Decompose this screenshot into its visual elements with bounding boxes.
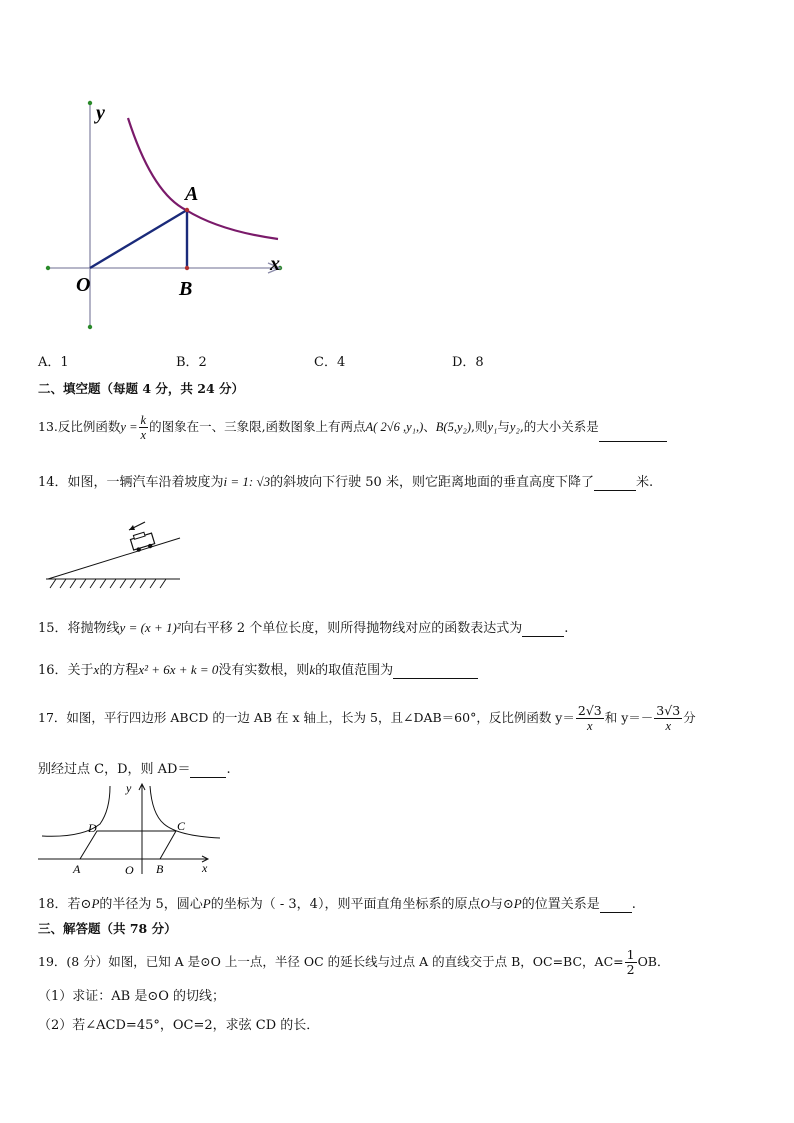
q13-text2: 的图象在一、三象限,函数图象上有两点	[149, 419, 366, 434]
q15-text1: 15．将抛物线	[38, 621, 120, 636]
q18-text4: 与⊙	[489, 897, 514, 912]
question-14	[38, 474, 653, 491]
question-18	[38, 896, 636, 913]
question-13	[38, 413, 667, 442]
q17-frac2-den: x	[665, 719, 672, 733]
left-hyperbola	[42, 786, 110, 836]
q14-slope: i = 1: √3	[223, 474, 271, 489]
q17-line2-text1: 别经过点 C，D，则 AD＝	[38, 762, 191, 777]
question-17-line1	[38, 704, 696, 733]
q17-frac1-den: x	[587, 719, 593, 733]
q13-point-b: B(5,y₂)	[435, 420, 472, 434]
q13-fraction	[139, 413, 149, 442]
q19-text2: OB．	[637, 954, 670, 969]
q13-text1: 13.反比例函数	[38, 419, 121, 434]
q16-text4: 的取值范围为	[315, 663, 394, 678]
q18-o: O	[480, 896, 490, 911]
q13-text4: 与	[497, 419, 510, 434]
axis-endpoint	[46, 266, 50, 270]
answer-blank[interactable]	[599, 427, 667, 442]
label-a: A	[185, 183, 199, 205]
q14-text1: 14．如图，一辆汽车沿着坡度为	[38, 475, 224, 490]
figure-slope	[42, 518, 187, 590]
point-a	[185, 208, 189, 212]
q16-text2: 的方程	[99, 663, 139, 678]
q17-frac1-num: 2√3	[577, 703, 602, 718]
answer-blank[interactable]	[190, 763, 226, 778]
q16-text1: 16．关于	[38, 663, 94, 678]
answer-blank[interactable]	[600, 898, 632, 913]
question-19-sub2: （2）若∠ACD=45°，OC=2，求弦 CD 的长．	[38, 1018, 320, 1033]
q14-text2: 的斜坡向下行驶 50 米，则它距离地面的垂直高度下降了	[270, 475, 594, 490]
q18-text6: .	[631, 897, 636, 912]
label-a: A	[73, 862, 81, 876]
label-y: y	[96, 102, 105, 124]
label-y: y	[126, 781, 132, 795]
question-17-line2	[38, 762, 231, 778]
q19-frac-num: 1	[626, 947, 635, 962]
segment-oa	[90, 210, 187, 268]
q18-text3: 的坐标为（ - 3，4），则平面直角坐标系的原点	[210, 897, 481, 912]
question-19	[38, 948, 670, 977]
q13-y1: y₁	[487, 420, 498, 434]
q13-y2: y₂	[509, 420, 520, 434]
q17-fraction1	[576, 704, 604, 733]
q18-p2: P	[202, 896, 211, 911]
question-15	[38, 620, 568, 637]
figure-inverse-function	[40, 95, 300, 335]
q16-k: k	[309, 662, 316, 677]
q15-text3: .	[564, 621, 569, 636]
q16-text3: 没有实数根，则	[218, 663, 310, 678]
answer-blank[interactable]	[522, 622, 564, 637]
answer-blank[interactable]	[594, 476, 636, 491]
inverse-curve	[128, 118, 278, 239]
option-c: C．4	[314, 355, 346, 370]
q17-fraction2	[654, 704, 682, 733]
label-d: D	[88, 821, 97, 835]
section3-heading: 三、解答题（共 78 分）	[38, 921, 177, 936]
q13-point-a: A( 2√6 ,y₁,)	[365, 420, 424, 434]
figure-parallelogram	[36, 778, 226, 876]
question-16	[38, 662, 478, 679]
option-b: B．2	[176, 355, 207, 370]
axis-endpoint	[88, 325, 92, 329]
q13-frac-den: x	[140, 428, 147, 442]
label-b: B	[156, 862, 164, 876]
q18-text5: 的位置关系是	[521, 897, 600, 912]
label-o: O	[76, 274, 91, 296]
label-b: B	[179, 278, 193, 300]
q15-expr: y = (x + 1)²	[119, 620, 181, 635]
label-x: x	[202, 861, 208, 875]
q13-func-lhs: y =	[120, 420, 138, 434]
q19-frac-den: 2	[626, 962, 635, 977]
q13-sep: 、	[423, 419, 436, 434]
question-19-sub1: （1）求证：AB 是⊙O 的切线；	[38, 989, 226, 1004]
label-o: O	[125, 863, 134, 876]
ground-hatch	[50, 579, 166, 588]
section2-heading: 二、填空题（每题 4 分，共 24 分）	[38, 381, 245, 396]
slope-line	[48, 538, 180, 579]
q13-text3: ,则	[471, 419, 488, 434]
q17-frac2-num: 3√3	[656, 703, 681, 718]
q17-text2: 和 y＝－	[604, 710, 654, 725]
parallelogram-abcd	[80, 831, 176, 859]
label-x: x	[270, 253, 280, 275]
q14-text3: 米.	[635, 475, 654, 490]
q18-p3: P	[513, 896, 522, 911]
q13-text5: ,的大小关系是	[519, 419, 599, 434]
option-d: D．8	[452, 355, 484, 370]
direction-arrow-icon	[129, 522, 145, 530]
q13-frac-num: k	[140, 413, 147, 427]
label-c: C	[177, 819, 186, 833]
answer-blank[interactable]	[393, 664, 478, 679]
q18-p: P	[91, 896, 100, 911]
point-b	[185, 266, 189, 270]
q19-text1: 19．(8 分）如图，已知 A 是⊙O 上一点，半径 OC 的延长线与过点 A 的直线交于点 B，OC=BC，AC=	[38, 954, 624, 969]
q18-text1: 18．若⊙	[38, 897, 92, 912]
q17-line2-text2: .	[226, 762, 231, 777]
q16-x: x	[93, 662, 100, 677]
q17-text3: 分	[683, 710, 696, 725]
q19-fraction	[625, 948, 637, 977]
option-a: A．1	[38, 355, 69, 370]
q18-text2: 的半径为 5，圆心	[99, 897, 203, 912]
q15-text2: 向右平移 2 个单位长度，则所得抛物线对应的函数表达式为	[180, 621, 523, 636]
q17-text1: 17．如图，平行四边形 ABCD 的一边 AB 在 x 轴上，长为 5，且∠DAB＝60°，反比例函数 y＝	[38, 710, 575, 725]
axis-endpoint	[88, 101, 92, 105]
q16-equation: x² + 6x + k = 0	[138, 662, 219, 677]
